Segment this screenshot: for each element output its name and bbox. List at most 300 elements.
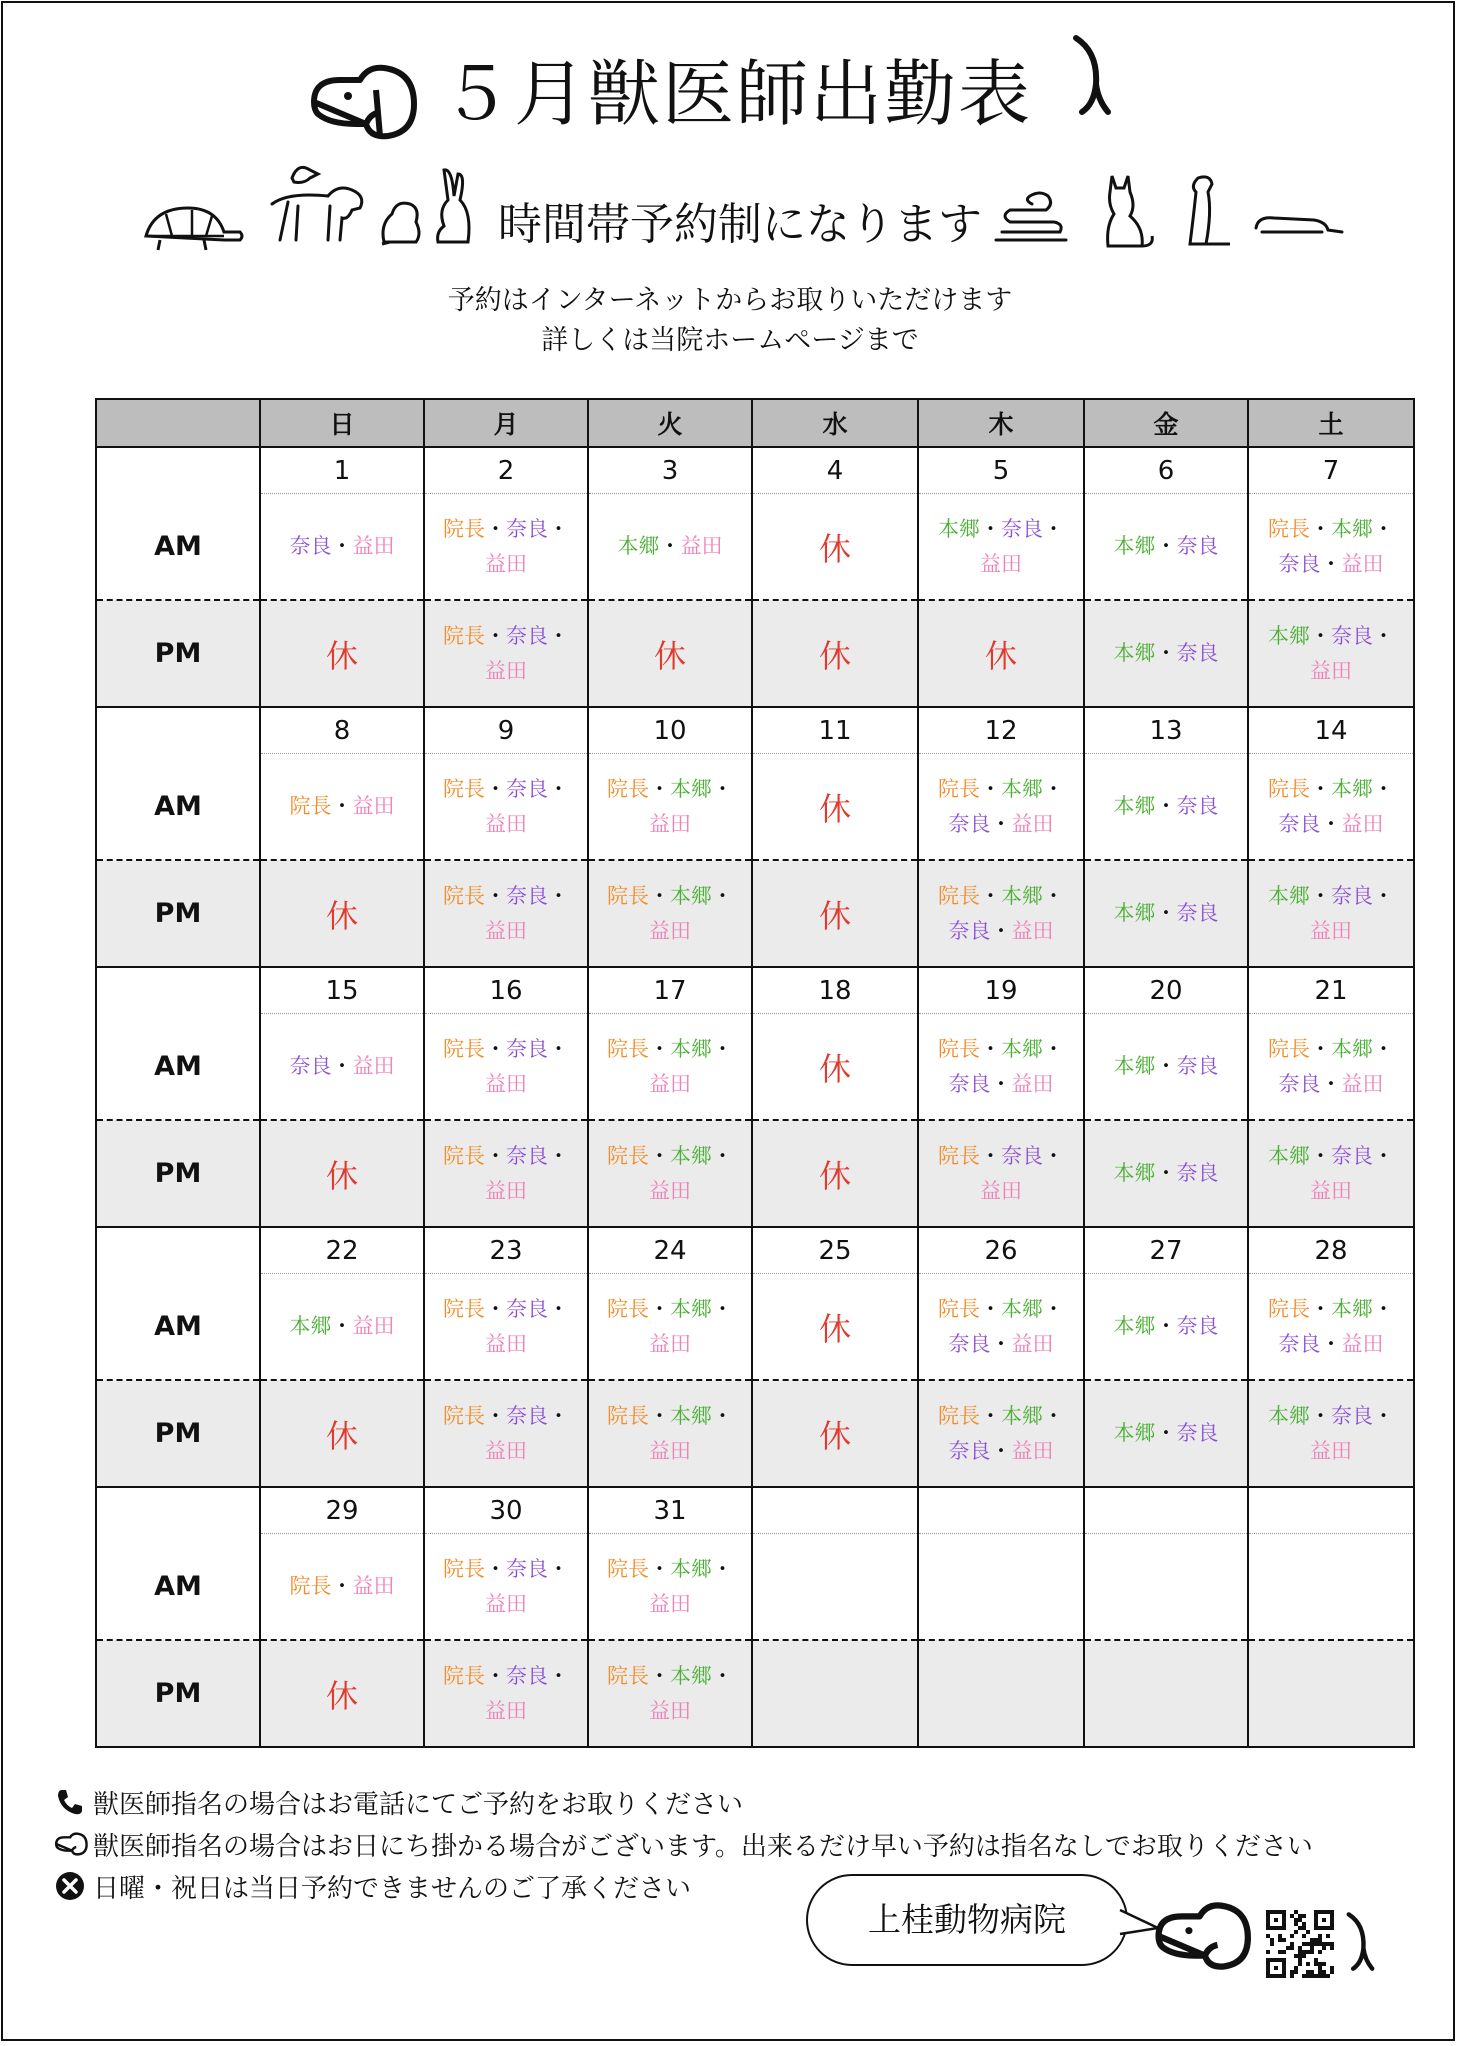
am-cell <box>424 1014 588 1121</box>
date-cell: 11 <box>752 707 918 754</box>
weekday-sat: 土 <box>1248 399 1414 447</box>
am-cell <box>752 1534 918 1641</box>
vet-list <box>1266 619 1396 689</box>
vet-name: 益田 <box>980 551 1022 576</box>
closed-mark: 休 <box>818 896 851 935</box>
am-cell <box>260 1274 424 1381</box>
vet-list <box>441 1552 571 1622</box>
am-cell <box>260 754 424 861</box>
date-cell: 18 <box>752 967 918 1014</box>
vet-name: 奈良 <box>948 1438 991 1463</box>
am-cell <box>1084 494 1248 601</box>
name-separator: ・ <box>485 623 506 648</box>
vet-list <box>1101 1416 1231 1451</box>
title-row <box>0 18 1460 138</box>
name-separator: ・ <box>485 1663 506 1688</box>
vet-name: 奈良 <box>506 1663 548 1688</box>
vet-list <box>605 529 735 564</box>
vet-name: 本郷 <box>1113 534 1156 558</box>
vet-name: 院長 <box>1268 1296 1310 1321</box>
vet-name: 本郷 <box>1113 794 1156 818</box>
vet-name: 本郷 <box>1113 641 1156 665</box>
pm-label: PM <box>96 1380 260 1487</box>
am-cell <box>752 1014 918 1121</box>
date-cell: 2 <box>424 447 588 494</box>
vet-name: 益田 <box>485 918 527 943</box>
vet-name: 益田 <box>649 1178 691 1203</box>
name-separator: ・ <box>980 1036 1001 1061</box>
clinic-name-bubble: 上桂動物病院 <box>806 1874 1128 1966</box>
footer-note-1 <box>55 1784 743 1824</box>
vet-list <box>936 1399 1066 1469</box>
vet-name: 院長 <box>443 1296 485 1321</box>
vet-list <box>441 619 571 689</box>
name-separator: ・ <box>712 1036 733 1061</box>
vet-list <box>1101 636 1231 671</box>
vet-list <box>1266 1399 1396 1469</box>
vet-name: 奈良 <box>948 1331 991 1356</box>
vet-name: 本郷 <box>670 1296 712 1321</box>
am-cell <box>1084 1274 1248 1381</box>
date-cell: 17 <box>588 967 752 1014</box>
pm-cell <box>752 600 918 707</box>
vet-name: 本郷 <box>289 1314 332 1338</box>
date-cell <box>752 1487 918 1534</box>
qr-code-icon[interactable] <box>1266 1910 1334 1978</box>
name-separator: ・ <box>331 794 353 818</box>
date-cell: 19 <box>918 967 1084 1014</box>
name-separator: ・ <box>1310 1143 1331 1168</box>
am-cell <box>918 1274 1084 1381</box>
am-label: AM <box>96 494 260 601</box>
vet-name: 奈良 <box>506 1143 548 1168</box>
vet-list <box>1266 1032 1396 1102</box>
am-row <box>96 1274 1414 1381</box>
vet-name: 本郷 <box>1001 883 1043 908</box>
pm-cell <box>1248 860 1414 967</box>
vet-list <box>441 1139 571 1209</box>
pm-cell <box>260 1120 424 1227</box>
name-separator: ・ <box>548 516 569 541</box>
name-separator: ・ <box>1155 901 1177 925</box>
name-separator: ・ <box>1373 1403 1394 1428</box>
vet-name: 益田 <box>1341 811 1384 836</box>
vet-name: 院長 <box>607 1143 649 1168</box>
vet-name: 益田 <box>485 551 527 576</box>
vet-name: 奈良 <box>1176 641 1219 665</box>
vet-name: 益田 <box>1310 1438 1352 1463</box>
name-separator: ・ <box>1373 1036 1394 1061</box>
am-cell <box>1084 1014 1248 1121</box>
vet-name: 益田 <box>485 1178 527 1203</box>
vet-name: 院長 <box>938 1403 980 1428</box>
name-separator: ・ <box>1373 883 1394 908</box>
pm-cell <box>752 1120 918 1227</box>
dog-outline-icon <box>310 62 422 142</box>
pm-cell <box>752 1380 918 1487</box>
vet-list <box>605 1292 735 1362</box>
am-cell <box>918 1534 1084 1641</box>
weekday-fri: 金 <box>1084 399 1248 447</box>
am-cell <box>1084 1534 1248 1641</box>
name-separator: ・ <box>548 1296 569 1321</box>
am-cell <box>588 1274 752 1381</box>
name-separator: ・ <box>1155 1421 1177 1445</box>
vet-name: 益田 <box>485 811 527 836</box>
vet-name: 奈良 <box>948 811 991 836</box>
pm-cell <box>1248 1640 1414 1747</box>
am-row <box>96 1014 1414 1121</box>
vet-name: 本郷 <box>1113 1161 1156 1185</box>
weekday-tue: 火 <box>588 399 752 447</box>
vet-list <box>605 1032 735 1102</box>
vet-name: 本郷 <box>1113 901 1156 925</box>
subtitle: 時間帯予約制になります <box>498 199 982 250</box>
vet-name: 本郷 <box>1331 776 1373 801</box>
footer-note-2-text: 獣医師指名の場合はお日にち掛かる場合がございます。出来るだけ早い予約は指名なしでお取りください <box>93 1832 1313 1862</box>
pm-cell <box>260 1640 424 1747</box>
vet-name: 本郷 <box>1113 1314 1156 1338</box>
pm-cell <box>752 1640 918 1747</box>
name-separator: ・ <box>649 776 670 801</box>
vet-list <box>1101 1156 1231 1191</box>
date-row-label <box>96 447 260 494</box>
closed-mark: 休 <box>818 1416 851 1455</box>
date-row <box>96 967 1414 1014</box>
closed-mark: 休 <box>325 1676 358 1715</box>
name-separator: ・ <box>485 1143 506 1168</box>
vet-name: 益田 <box>649 1698 691 1723</box>
name-separator: ・ <box>331 1574 353 1598</box>
closed-mark: 休 <box>818 529 851 568</box>
am-cell <box>1248 1014 1414 1121</box>
vet-name: 益田 <box>1341 551 1384 576</box>
vet-name: 本郷 <box>1268 623 1310 648</box>
am-cell <box>588 754 752 861</box>
vet-name: 益田 <box>352 1574 395 1598</box>
vet-name: 院長 <box>938 1296 980 1321</box>
footer-note-1-text: 獣医師指名の場合はお電話にてご予約をお取りください <box>93 1790 744 1820</box>
vet-name: 本郷 <box>1331 1296 1373 1321</box>
vet-name: 奈良 <box>1331 883 1373 908</box>
name-separator: ・ <box>649 1403 670 1428</box>
vet-name: 益田 <box>980 1178 1022 1203</box>
weekday-mon: 月 <box>424 399 588 447</box>
vet-name: 院長 <box>289 1574 332 1598</box>
vet-name: 院長 <box>1268 1036 1310 1061</box>
cat-icon <box>1096 170 1158 250</box>
name-separator: ・ <box>649 883 670 908</box>
date-cell: 4 <box>752 447 918 494</box>
am-cell <box>424 754 588 861</box>
vet-name: 奈良 <box>506 516 548 541</box>
vet-name: 本郷 <box>670 1403 712 1428</box>
date-cell: 7 <box>1248 447 1414 494</box>
vet-name: 益田 <box>649 1331 691 1356</box>
vet-name: 院長 <box>607 1663 649 1688</box>
vet-list <box>605 1139 735 1209</box>
date-cell: 28 <box>1248 1227 1414 1274</box>
vet-list <box>441 1032 571 1102</box>
weekday-thu: 木 <box>918 399 1084 447</box>
vet-name: 院長 <box>607 1036 649 1061</box>
vet-name: 奈良 <box>1176 534 1219 558</box>
vet-list <box>441 1292 571 1362</box>
name-separator: ・ <box>485 1403 506 1428</box>
phone-icon <box>55 1787 89 1824</box>
vet-list <box>936 512 1066 582</box>
name-separator: ・ <box>1043 1143 1064 1168</box>
name-separator: ・ <box>548 1036 569 1061</box>
vet-list <box>441 512 571 582</box>
pm-cell <box>918 600 1084 707</box>
name-separator: ・ <box>980 1403 1001 1428</box>
vet-name: 奈良 <box>1176 1054 1219 1078</box>
pm-label: PM <box>96 1640 260 1747</box>
pm-cell <box>588 1640 752 1747</box>
name-separator: ・ <box>980 1143 1001 1168</box>
name-separator: ・ <box>1320 551 1342 576</box>
name-separator: ・ <box>548 623 569 648</box>
date-cell: 6 <box>1084 447 1248 494</box>
date-cell: 13 <box>1084 707 1248 754</box>
name-separator: ・ <box>712 1663 733 1688</box>
closed-mark: 休 <box>818 636 851 675</box>
name-separator: ・ <box>548 1663 569 1688</box>
vet-name: 奈良 <box>1176 1421 1219 1445</box>
weekday-sun: 日 <box>260 399 424 447</box>
vet-list <box>605 772 735 842</box>
vet-list <box>277 789 407 824</box>
vet-list <box>605 879 735 949</box>
vet-list <box>441 879 571 949</box>
date-cell: 25 <box>752 1227 918 1274</box>
weekday-header-row <box>96 399 1414 447</box>
vet-name: 奈良 <box>1278 551 1321 576</box>
date-row <box>96 1227 1414 1274</box>
vet-name: 益田 <box>649 811 691 836</box>
vet-name: 院長 <box>1268 776 1310 801</box>
vet-list <box>936 772 1066 842</box>
name-separator: ・ <box>331 534 353 558</box>
am-cell <box>1248 1534 1414 1641</box>
am-cell <box>918 494 1084 601</box>
vet-list <box>936 1292 1066 1362</box>
am-cell <box>752 1274 918 1381</box>
name-separator: ・ <box>548 1143 569 1168</box>
pm-cell <box>424 860 588 967</box>
date-cell: 5 <box>918 447 1084 494</box>
vet-name: 本郷 <box>670 1663 712 1688</box>
date-row-label <box>96 1227 260 1274</box>
ferret-icon <box>1252 210 1344 240</box>
vet-name: 本郷 <box>1268 1403 1310 1428</box>
name-separator: ・ <box>485 1296 506 1321</box>
date-cell: 23 <box>424 1227 588 1274</box>
name-separator: ・ <box>980 883 1001 908</box>
pm-cell <box>752 860 918 967</box>
pm-cell <box>424 1640 588 1747</box>
date-cell: 31 <box>588 1487 752 1534</box>
vet-name: 院長 <box>938 1036 980 1061</box>
vet-name: 院長 <box>938 776 980 801</box>
vet-name: 奈良 <box>1176 1314 1219 1338</box>
name-separator: ・ <box>1155 1054 1177 1078</box>
date-cell: 16 <box>424 967 588 1014</box>
pm-cell <box>918 1380 1084 1487</box>
name-separator: ・ <box>712 1403 733 1428</box>
name-separator: ・ <box>1310 516 1331 541</box>
closed-mark: 休 <box>818 1309 851 1348</box>
schedule-body <box>96 447 1414 1747</box>
name-separator: ・ <box>485 883 506 908</box>
pm-cell <box>1248 1380 1414 1487</box>
vet-name: 奈良 <box>1331 1403 1373 1428</box>
vet-name: 本郷 <box>1001 1296 1043 1321</box>
vet-name: 院長 <box>938 883 980 908</box>
vet-name: 奈良 <box>1331 623 1373 648</box>
pm-cell <box>1084 1640 1248 1747</box>
date-cell: 30 <box>424 1487 588 1534</box>
name-separator: ・ <box>990 918 1012 943</box>
date-cell: 12 <box>918 707 1084 754</box>
vet-name: 本郷 <box>1268 883 1310 908</box>
vet-name: 奈良 <box>506 1296 548 1321</box>
footer-note-3-text: 日曜・祝日は当日予約できませんのご了承ください <box>93 1874 692 1904</box>
pm-cell <box>918 1640 1084 1747</box>
pm-cell <box>1084 860 1248 967</box>
date-cell: 27 <box>1084 1227 1248 1274</box>
name-separator: ・ <box>990 1331 1012 1356</box>
close-circle-icon <box>55 1871 89 1908</box>
closed-mark: 休 <box>818 789 851 828</box>
am-cell <box>260 494 424 601</box>
name-separator: ・ <box>1310 1403 1331 1428</box>
vet-name: 奈良 <box>1278 811 1321 836</box>
note-line-2: 詳しくは当院ホームページまで <box>541 325 919 356</box>
closed-mark: 休 <box>818 1049 851 1088</box>
date-row <box>96 707 1414 754</box>
vet-name: 奈良 <box>506 776 548 801</box>
vet-name: 益田 <box>1310 1178 1352 1203</box>
name-separator: ・ <box>1155 794 1177 818</box>
vet-name: 院長 <box>443 1403 485 1428</box>
vet-name: 益田 <box>1011 918 1054 943</box>
vet-list <box>1266 1139 1396 1209</box>
vet-name: 本郷 <box>1113 1421 1156 1445</box>
vet-list <box>1266 1292 1396 1362</box>
vet-name: 益田 <box>352 1054 395 1078</box>
am-cell <box>752 754 918 861</box>
name-separator: ・ <box>1320 811 1342 836</box>
corner-cell <box>96 399 260 447</box>
name-separator: ・ <box>1373 623 1394 648</box>
name-separator: ・ <box>1310 1296 1331 1321</box>
am-row <box>96 1534 1414 1641</box>
weekday-wed: 水 <box>752 399 918 447</box>
vet-name: 本郷 <box>1331 516 1373 541</box>
am-cell <box>260 1014 424 1121</box>
vet-name: 益田 <box>649 1591 691 1616</box>
vet-list <box>605 1659 735 1729</box>
pm-cell <box>260 600 424 707</box>
vet-list <box>1101 529 1231 564</box>
name-separator: ・ <box>1043 883 1064 908</box>
vet-list <box>1101 789 1231 824</box>
vet-name: 本郷 <box>1268 1143 1310 1168</box>
am-cell <box>752 494 918 601</box>
name-separator: ・ <box>1155 1314 1177 1338</box>
pm-cell <box>588 860 752 967</box>
vet-name: 益田 <box>352 794 395 818</box>
vet-name: 院長 <box>443 623 485 648</box>
vet-name: 本郷 <box>670 776 712 801</box>
am-label: AM <box>96 754 260 861</box>
name-separator: ・ <box>331 1054 353 1078</box>
name-separator: ・ <box>712 1143 733 1168</box>
vet-list <box>936 879 1066 949</box>
name-separator: ・ <box>712 883 733 908</box>
date-cell: 9 <box>424 707 588 754</box>
vet-name: 奈良 <box>289 534 332 558</box>
vet-name: 院長 <box>443 883 485 908</box>
vet-name: 益田 <box>485 1698 527 1723</box>
vet-list <box>1101 1049 1231 1084</box>
name-separator: ・ <box>485 776 506 801</box>
vet-name: 益田 <box>352 1314 395 1338</box>
vet-name: 奈良 <box>1331 1143 1373 1168</box>
name-separator: ・ <box>548 776 569 801</box>
vet-name: 奈良 <box>1001 1143 1043 1168</box>
am-row <box>96 494 1414 601</box>
name-separator: ・ <box>649 1036 670 1061</box>
closed-mark: 休 <box>325 896 358 935</box>
am-cell <box>918 754 1084 861</box>
name-separator: ・ <box>1043 1403 1064 1428</box>
name-separator: ・ <box>548 1556 569 1581</box>
pm-row <box>96 1380 1414 1487</box>
vet-name: 本郷 <box>670 1143 712 1168</box>
closed-mark: 休 <box>325 1156 358 1195</box>
vet-list <box>1101 896 1231 931</box>
date-cell: 1 <box>260 447 424 494</box>
vet-list <box>441 772 571 842</box>
date-row-label <box>96 707 260 754</box>
vet-name: 奈良 <box>506 883 548 908</box>
vet-name: 院長 <box>607 776 649 801</box>
vet-name: 本郷 <box>617 534 660 558</box>
vet-name: 益田 <box>1011 1071 1054 1096</box>
name-separator: ・ <box>1043 1036 1064 1061</box>
vet-name: 益田 <box>649 1438 691 1463</box>
am-cell <box>1084 754 1248 861</box>
pm-row <box>96 860 1414 967</box>
vet-name: 奈良 <box>1001 516 1043 541</box>
vet-name: 院長 <box>443 776 485 801</box>
name-separator: ・ <box>980 1296 1001 1321</box>
name-separator: ・ <box>1155 534 1177 558</box>
vet-name: 益田 <box>680 534 723 558</box>
vet-name: 益田 <box>1310 918 1352 943</box>
vet-name: 益田 <box>485 1071 527 1096</box>
pm-cell <box>1084 1120 1248 1227</box>
vet-name: 院長 <box>443 1663 485 1688</box>
pm-cell <box>918 860 1084 967</box>
vet-name: 本郷 <box>670 1556 712 1581</box>
pm-cell <box>588 1380 752 1487</box>
pm-label: PM <box>96 1120 260 1227</box>
vet-name: 本郷 <box>1113 1054 1156 1078</box>
